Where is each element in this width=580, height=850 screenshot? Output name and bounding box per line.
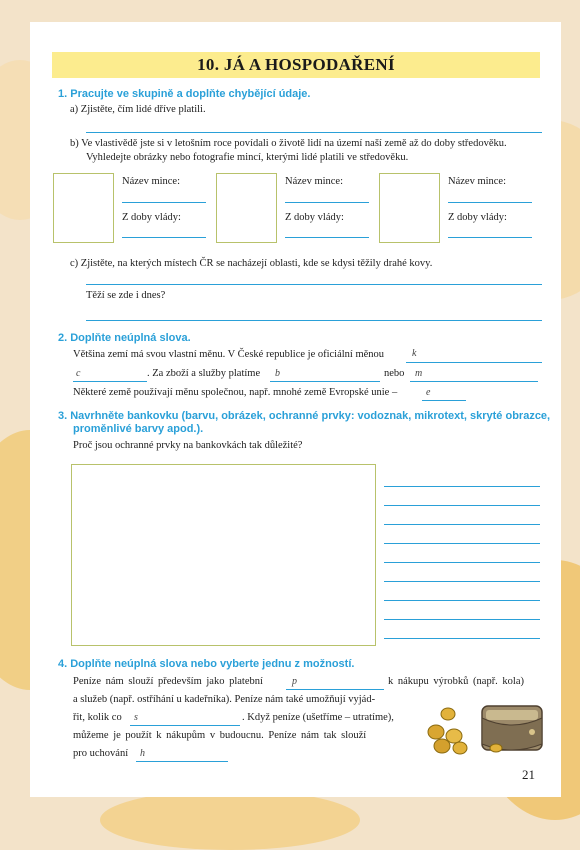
coin-reign-line[interactable] <box>448 237 532 238</box>
task-4-text-3b: . Když peníze (ušetříme – utratíme), <box>242 712 394 723</box>
hint-letter: k <box>412 348 417 359</box>
answer-line[interactable] <box>86 320 542 321</box>
task-3-title: 3. Navrhněte bankovku (barvu, obrázek, ochranné prvky: vodoznak, mikrotext, skryté obrazce, <box>58 410 551 422</box>
fill-blank-line[interactable] <box>130 725 240 726</box>
page-number: 21 <box>522 767 535 782</box>
answer-line[interactable] <box>384 486 540 487</box>
answer-line[interactable] <box>86 284 542 285</box>
banknote-drawing-area[interactable] <box>71 464 376 646</box>
task-2-title: 2. Doplňte neúplná slova. <box>58 332 191 344</box>
fill-blank-line[interactable] <box>406 362 542 363</box>
task-4-text-3a: řit, kolik co <box>73 712 122 723</box>
wallet-icon <box>476 698 548 756</box>
task-4-text-5: pro uchování <box>73 748 129 759</box>
task-1-title: 1. Pracujte ve skupině a doplňte chybějící údaje. <box>58 88 311 100</box>
task-1c-text: c) Zjistěte, na kterých místech ČR se nacházejí oblasti, kde se kdysi těžily drahé kovy. <box>70 258 433 269</box>
task-2-line-3: Některé země používají měnu společnou, např. mnohé země Evropské unie – <box>73 387 398 398</box>
coin-name-line[interactable] <box>448 202 532 203</box>
answer-line[interactable] <box>384 619 540 620</box>
hint-letter: c <box>76 368 81 379</box>
background-blob <box>100 790 360 850</box>
fill-blank-line[interactable] <box>422 400 466 401</box>
answer-line[interactable] <box>384 600 540 601</box>
chapter-title: 10. JÁ A HOSPODAŘENÍ <box>52 52 540 78</box>
answer-line[interactable] <box>384 581 540 582</box>
hint-letter: h <box>140 748 145 759</box>
task-4-text-2: a služeb (např. ostříhání u kadeřníka). Peníze nám také umožňují vyjád- <box>73 694 376 705</box>
task-1b-text-2: Vyhledejte obrázky nebo fotografie mincí, kterými lidé platili ve středověku. <box>86 152 409 163</box>
task-1a-text: a) Zjistěte, čím lidé dříve platili. <box>70 104 206 115</box>
answer-line[interactable] <box>384 543 540 544</box>
coin-name-line[interactable] <box>122 202 206 203</box>
coin-reign-label: Z doby vlády: <box>285 212 344 223</box>
coin-name-label: Název mince: <box>122 176 181 187</box>
fill-blank-line[interactable] <box>73 381 147 382</box>
answer-line[interactable] <box>384 638 540 639</box>
coin-drawing-box-3[interactable] <box>379 173 440 243</box>
task-2-line-2b: nebo <box>384 368 405 379</box>
coin-reign-line[interactable] <box>122 237 206 238</box>
hint-letter: p <box>292 676 297 687</box>
task-2-line-1: Většina zemí má svou vlastní měnu. V České republice je oficiální měnou <box>73 349 385 360</box>
hint-letter: e <box>426 387 431 398</box>
task-2-line-2a: . Za zboží a služby platíme <box>147 368 261 379</box>
coin-reign-label: Z doby vlády: <box>122 212 181 223</box>
answer-line[interactable] <box>384 505 540 506</box>
coins-icon <box>424 706 470 756</box>
coin-drawing-box-2[interactable] <box>216 173 277 243</box>
hint-letter: b <box>275 368 280 379</box>
coin-name-line[interactable] <box>285 202 369 203</box>
task-4-text-4: můžeme je použít k nákupům v budoucnu. Peníze nám tak slouží <box>73 730 367 741</box>
task-4-text-1b: k nákupu výrobků (např. kola) <box>388 676 525 687</box>
fill-blank-line[interactable] <box>410 381 538 382</box>
task-1c-question: Těží se zde i dnes? <box>86 290 166 301</box>
task-1b-text: b) Ve vlastivědě jste si v letošním roce povídali o životě lidí na území naší země až do doby středověku. <box>70 138 507 149</box>
hint-letter: m <box>415 368 423 379</box>
coin-reign-line[interactable] <box>285 237 369 238</box>
answer-line[interactable] <box>384 524 540 525</box>
task-3-question: Proč jsou ochranné prvky na bankovkách tak důležité? <box>73 440 303 451</box>
task-3-title-2: proměnlivé barvy apod.). <box>73 423 204 435</box>
coin-name-label: Název mince: <box>448 176 507 187</box>
coin-drawing-box-1[interactable] <box>53 173 114 243</box>
fill-blank-line[interactable] <box>136 761 228 762</box>
worksheet-page <box>30 22 561 797</box>
answer-line[interactable] <box>384 562 540 563</box>
fill-blank-line[interactable] <box>270 381 380 382</box>
coin-name-label: Název mince: <box>285 176 344 187</box>
task-4-title: 4. Doplňte neúplná slova nebo vyberte jednu z možností. <box>58 658 355 670</box>
fill-blank-line[interactable] <box>286 689 384 690</box>
answer-line[interactable] <box>86 132 542 133</box>
coin-reign-label: Z doby vlády: <box>448 212 507 223</box>
task-4-text-1a: Peníze nám slouží především jako platební <box>73 676 263 687</box>
hint-letter: s <box>134 712 138 723</box>
